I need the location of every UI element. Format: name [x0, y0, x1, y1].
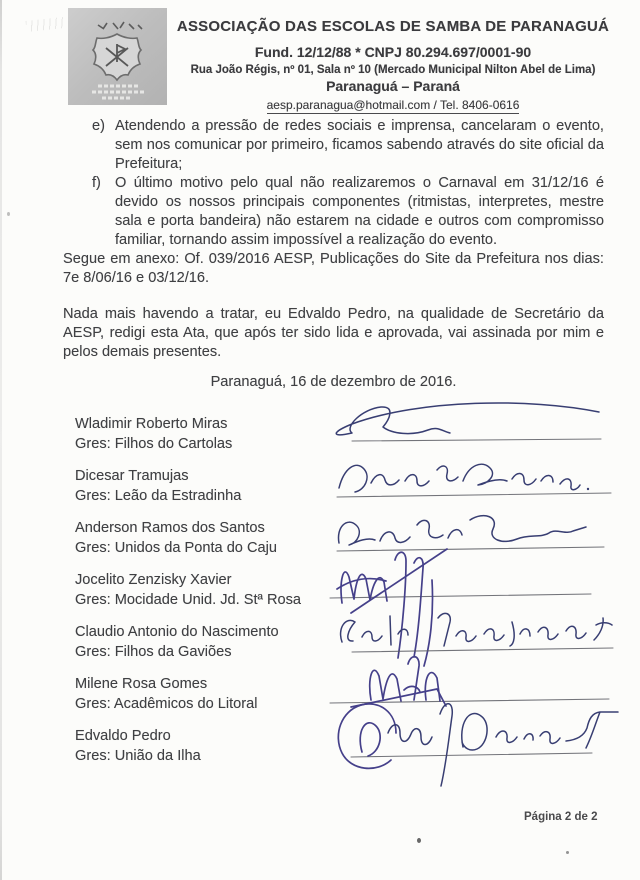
scan-artifact [566, 851, 569, 854]
scan-artifact [7, 212, 10, 216]
scan-artifact [417, 838, 421, 843]
city-line: Paranaguá – Paraná [326, 78, 460, 94]
signer-gres: Gres: Leão da Estradinha [75, 488, 242, 504]
signer-name: Milene Rosa Gomes [75, 676, 208, 692]
signer-gres: Gres: União da Ilha [75, 748, 201, 764]
letterhead [163, 18, 623, 112]
minutes-body [63, 117, 604, 392]
signer-name: Wladimir Roberto Miras [75, 416, 228, 432]
annex-paragraph: Segue em anexo: Of. 039/2016 AESP, Publicações do Site da Prefeitura nos dias: 7e 8/06/16 e 03/12/16. [63, 251, 604, 286]
signature-anderson-ramos-dos-santos [337, 516, 604, 551]
signature-dicesar-tramujas [337, 464, 611, 497]
signature-edvaldo-pedro [338, 704, 618, 786]
date-line: Paranaguá, 16 de dezembro de 2016. [210, 374, 457, 390]
signature-milene-rosa-gomes [330, 657, 609, 707]
signer-entry [75, 466, 301, 506]
contact-email-tel: aesp.paranagua@hotmail.com / Tel. 8406-0616 [266, 98, 520, 112]
signature-jocelito-zenzisky-xavier [330, 549, 591, 666]
signer-entry [75, 414, 301, 454]
list-marker-f: f) [92, 175, 101, 191]
closing-paragraph: Nada mais havendo a tratar, eu Edvaldo Pedro, na qualidade de Secretário da AESP, redigi esta Ata, que após ter sido lida e aprovada, vai assinada por mim e pelos demais presentes. [63, 306, 604, 360]
signer-gres: Gres: Filhos do Cartolas [75, 436, 233, 452]
aesp-shield-logo [68, 8, 167, 105]
signer-name: Anderson Ramos dos Santos [75, 520, 265, 536]
address-line: Rua João Régis, nº 01, Sala nº 10 (Mercado Municipal Nilton Abel de Lima) [190, 64, 596, 76]
signature-claudio-antonio-do-nascimento [341, 613, 613, 652]
association-title: ASSOCIAÇÃO DAS ESCOLAS DE SAMBA DE PARANAGUÁ [176, 18, 610, 35]
signer-gres: Gres: Unidos da Ponta do Caju [75, 540, 277, 556]
signer-entry [75, 726, 301, 766]
aesp-shield-logo-graphic [68, 8, 167, 105]
signer-gres: Gres: Acadêmicos do Litoral [75, 696, 258, 712]
contact-line [163, 98, 623, 112]
list-item-e [63, 117, 604, 174]
signer-entry [75, 518, 301, 558]
signer-entry [75, 622, 301, 662]
list-item-f [63, 174, 604, 250]
list-marker-e: e) [92, 118, 105, 134]
list-item-e-text: Atendendo a pressão de redes sociais e imprensa, cancelaram o evento, sem nos comunicar por primeiro, ficamos sabendo através do site oficial da Prefeitura; [115, 118, 604, 172]
signer-name: Claudio Antonio do Nascimento [75, 624, 279, 640]
signer-gres: Gres: Mocidade Unid. Jd. Stª Rosa [75, 592, 302, 608]
signature-wladimir-roberto-miras [336, 403, 601, 441]
list-item-f-text: O último motivo pelo qual não realizaremos o Carnaval em 31/12/16 é devido os nossos principais componentes (ritmistas, interpretes, mestre sala e porta bandeira) não estarem na cidade e outros com compromisso familiar, tornando assim impossível a realização do evento. [115, 175, 604, 248]
signer-name: Dicesar Tramujas [75, 468, 189, 484]
scan-edge-shadow [0, 0, 2, 880]
scan-artifact [26, 17, 65, 32]
signer-entry [75, 570, 301, 610]
founding-cnpj-line: Fund. 12/12/88 * CNPJ 80.294.697/0001-90 [254, 44, 532, 60]
page-number: Página 2 de 2 [524, 811, 598, 823]
signer-entry [75, 674, 301, 714]
signer-gres: Gres: Filhos da Gaviões [75, 644, 232, 660]
signer-name: Edvaldo Pedro [75, 728, 171, 744]
signer-name: Jocelito Zenzisky Xavier [75, 572, 232, 588]
signer-list [75, 414, 301, 778]
